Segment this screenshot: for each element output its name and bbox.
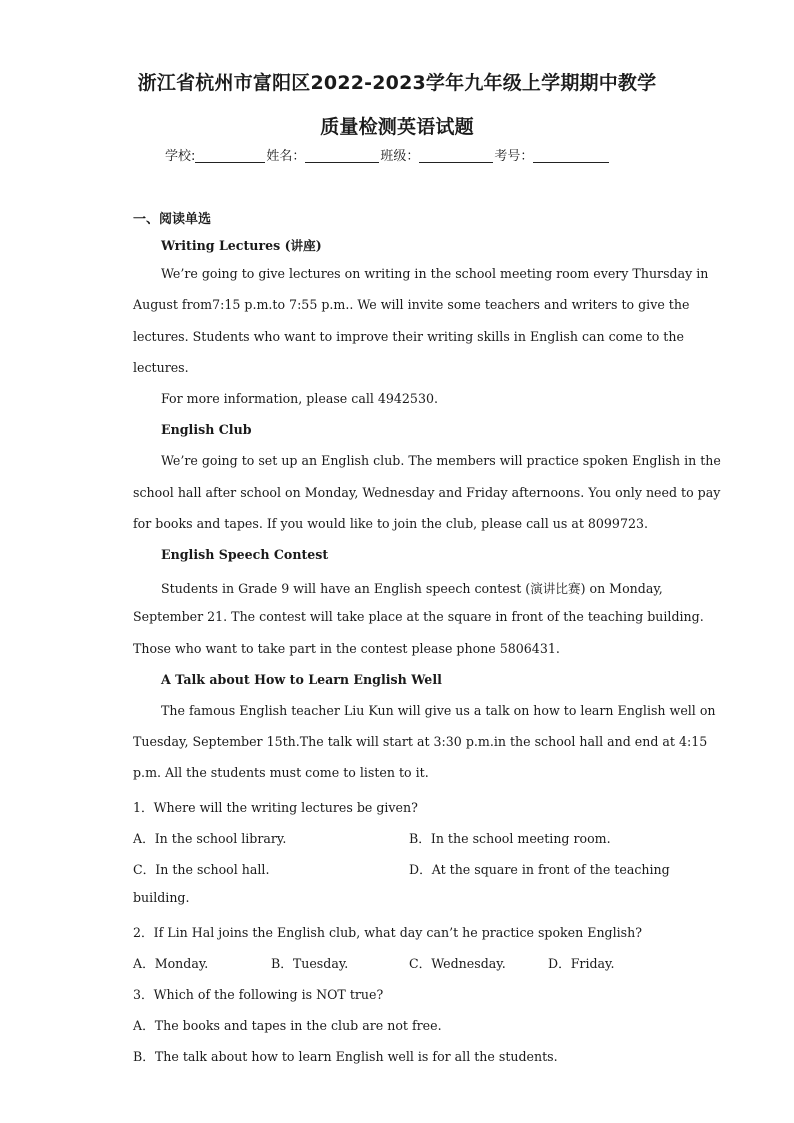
question-1-option-c: C．In the school hall. — [133, 862, 270, 877]
question-1-option-b: B．In the school meeting room. — [409, 831, 611, 846]
school-blank — [195, 148, 265, 163]
question-3-option-b: B．The talk about how to learn English well is for all the students. — [133, 1049, 558, 1064]
passage-4-line-1: The famous English teacher Liu Kun will give us a talk on how to learn English well on — [161, 703, 716, 718]
question-1-option-d-continued: building. — [133, 890, 190, 905]
passage-1-line-3: lectures. Students who want to improve their writing skills in English can come to the — [133, 329, 684, 344]
exam-no-label: 考号： — [494, 149, 534, 164]
passage-2-line-1: We’re going to set up an English club. The members will practice spoken English in the — [161, 453, 721, 468]
document-title-line-2: 质量检测英语试题 — [320, 116, 474, 138]
passage-4-heading: A Talk about How to Learn English Well — [161, 672, 442, 687]
name-blank — [305, 148, 379, 163]
question-2-option-b: B．Tuesday. — [271, 956, 349, 971]
question-1-option-d: D．At the square in front of the teaching — [409, 862, 670, 877]
question-1-option-a: A．In the school library. — [133, 831, 287, 846]
passage-4-line-2: Tuesday, September 15th.The talk will start at 3:30 p.m.in the school hall and end at 4:15 — [133, 734, 708, 749]
question-3-option-a: A．The books and tapes in the club are not free. — [133, 1018, 442, 1033]
question-1: 1．Where will the writing lectures be given? — [133, 800, 418, 815]
section-heading: 一、阅读单选 — [133, 212, 212, 227]
passage-1-line-2: August from7:15 p.m.to 7:55 p.m.. We will invite some teachers and writers to give the — [133, 297, 690, 312]
passage-2-line-3: for books and tapes. If you would like to join the club, please call us at 8099723. — [133, 516, 648, 531]
passage-3-line-3: Those who want to take part in the contest please phone 5806431. — [133, 641, 560, 656]
passage-3-line-2: September 21. The contest will take place at the square in front of the teaching building. — [133, 609, 704, 624]
class-label: 班级： — [380, 149, 420, 164]
question-2-option-c: C．Wednesday. — [409, 956, 506, 971]
exam-no-blank — [533, 148, 609, 163]
question-2-option-a: A．Monday. — [133, 956, 209, 971]
passage-1-line-1: We’re going to give lectures on writing in the school meeting room every Thursday in — [161, 266, 709, 281]
passage-1-heading: Writing Lectures (讲座) — [161, 238, 322, 253]
school-label: 学校: — [165, 149, 196, 164]
student-info-line — [165, 145, 610, 164]
passage-2-heading: English Club — [161, 422, 252, 437]
question-2-option-d: D．Friday. — [548, 956, 615, 971]
question-3: 3．Which of the following is NOT true? — [133, 987, 384, 1002]
passage-2-line-2: school hall after school on Monday, Wednesday and Friday afternoons. You only need to pay — [133, 485, 721, 500]
passage-1-line-4: lectures. — [133, 360, 189, 375]
passage-3-line-1: Students in Grade 9 will have an English speech contest (演讲比赛) on Monday, — [161, 581, 663, 596]
passage-1-contact: For more information, please call 4942530. — [161, 391, 438, 406]
class-blank — [419, 148, 493, 163]
passage-3-heading: English Speech Contest — [161, 547, 329, 562]
question-2: 2．If Lin Hal joins the English club, what day can’t he practice spoken English? — [133, 925, 643, 940]
name-label: 姓名： — [266, 149, 306, 164]
passage-4-line-3: p.m. All the students must come to listen to it. — [133, 765, 429, 780]
document-title-line-1: 浙江省杭州市富阳区2022-2023学年九年级上学期期中教学 — [137, 72, 657, 94]
